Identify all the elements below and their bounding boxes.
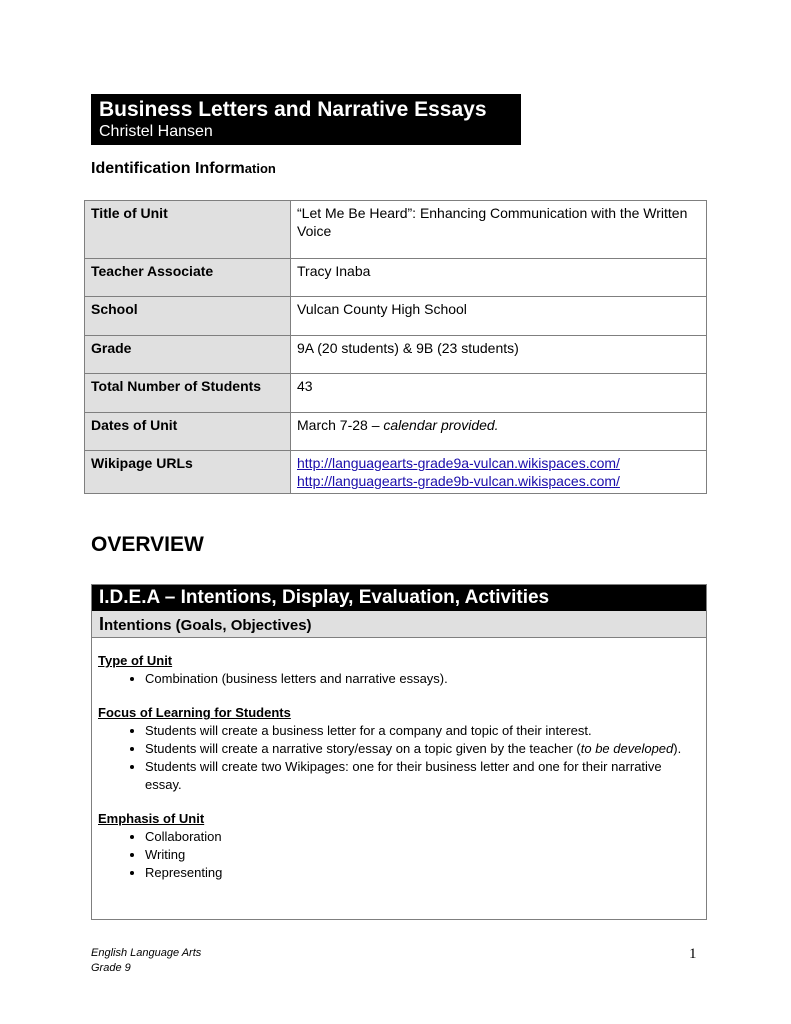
- row-value: Tracy Inaba: [291, 259, 707, 297]
- intentions-subheading: [92, 611, 706, 638]
- row-value: Vulcan County High School: [291, 297, 707, 336]
- list-item: • Combination (business letters and narrative essays).: [145, 670, 700, 688]
- dates-value: March 7-28 –: [297, 417, 384, 433]
- identification-heading-small: ation: [244, 161, 276, 176]
- table-row: [85, 336, 707, 374]
- author-name: Christel Hansen: [99, 123, 213, 140]
- row-value: 9A (20 students) & 9B (23 students): [291, 336, 707, 374]
- table-row: [85, 259, 707, 297]
- wikipage-link-9b[interactable]: http://languagearts-grade9b-vulcan.wikispaces.com/: [297, 473, 620, 489]
- focus-list: [98, 722, 700, 794]
- intentions-rest: ntentions (Goals, Objectives): [104, 617, 312, 634]
- row-label: Wikipage URLs: [85, 451, 291, 494]
- overview-heading: OVERVIEW: [91, 533, 204, 556]
- section-title-focus: Focus of Learning for Students: [98, 705, 291, 720]
- row-value: 43: [291, 374, 707, 413]
- row-value: [291, 451, 707, 494]
- focus-item-end: ).: [673, 741, 682, 756]
- table-row: [85, 297, 707, 336]
- row-label: Title of Unit: [85, 201, 291, 259]
- identification-heading: [91, 160, 276, 178]
- focus-item-italic: to be developed: [580, 741, 674, 756]
- row-label: Total Number of Students: [85, 374, 291, 413]
- row-label: Grade: [85, 336, 291, 374]
- list-item: [145, 740, 700, 758]
- identification-heading-main: Identification Inform: [91, 160, 245, 177]
- row-label: Dates of Unit: [85, 413, 291, 451]
- idea-body: [92, 638, 706, 882]
- document-title: Business Letters and Narrative Essays: [99, 98, 487, 121]
- list-item: • Writing: [145, 846, 700, 864]
- dates-value-italic: calendar provided.: [383, 417, 499, 433]
- wikipage-link-9a[interactable]: http://languagearts-grade9a-vulcan.wikispaces.com/: [297, 455, 620, 471]
- footer-line-grade: Grade 9: [91, 962, 131, 974]
- footer-text: [91, 946, 201, 976]
- list-item: • Students will create a business letter for a company and topic of their interest.: [145, 722, 700, 740]
- page-number: 1: [689, 946, 697, 962]
- row-label: School: [85, 297, 291, 336]
- row-value: “Let Me Be Heard”: Enhancing Communication with the Written Voice: [291, 201, 707, 259]
- row-value: [291, 413, 707, 451]
- section-title-emphasis: Emphasis of Unit: [98, 811, 205, 826]
- type-list: [98, 670, 700, 688]
- list-item: • Students will create two Wikipages: one for their business letter and one for their narrative essay.: [145, 758, 700, 794]
- identification-table: [84, 200, 707, 494]
- footer-line-subject: English Language Arts: [91, 947, 202, 959]
- table-row: [85, 374, 707, 413]
- section-title-type: Type of Unit: [98, 653, 173, 668]
- idea-box: [91, 584, 707, 920]
- focus-item-text: Students will create a narrative story/essay on a topic given by the teacher (: [145, 741, 581, 756]
- row-label: Teacher Associate: [85, 259, 291, 297]
- table-row: [85, 201, 707, 259]
- idea-title: I.D.E.A – Intentions, Display, Evaluation, Activities: [92, 585, 706, 611]
- list-item: • Representing: [145, 864, 700, 882]
- title-block: [91, 94, 521, 145]
- list-item: • Collaboration: [145, 828, 700, 846]
- emphasis-list: [98, 828, 700, 882]
- table-row: [85, 413, 707, 451]
- intentions-initial: I: [99, 614, 105, 634]
- table-row: [85, 451, 707, 494]
